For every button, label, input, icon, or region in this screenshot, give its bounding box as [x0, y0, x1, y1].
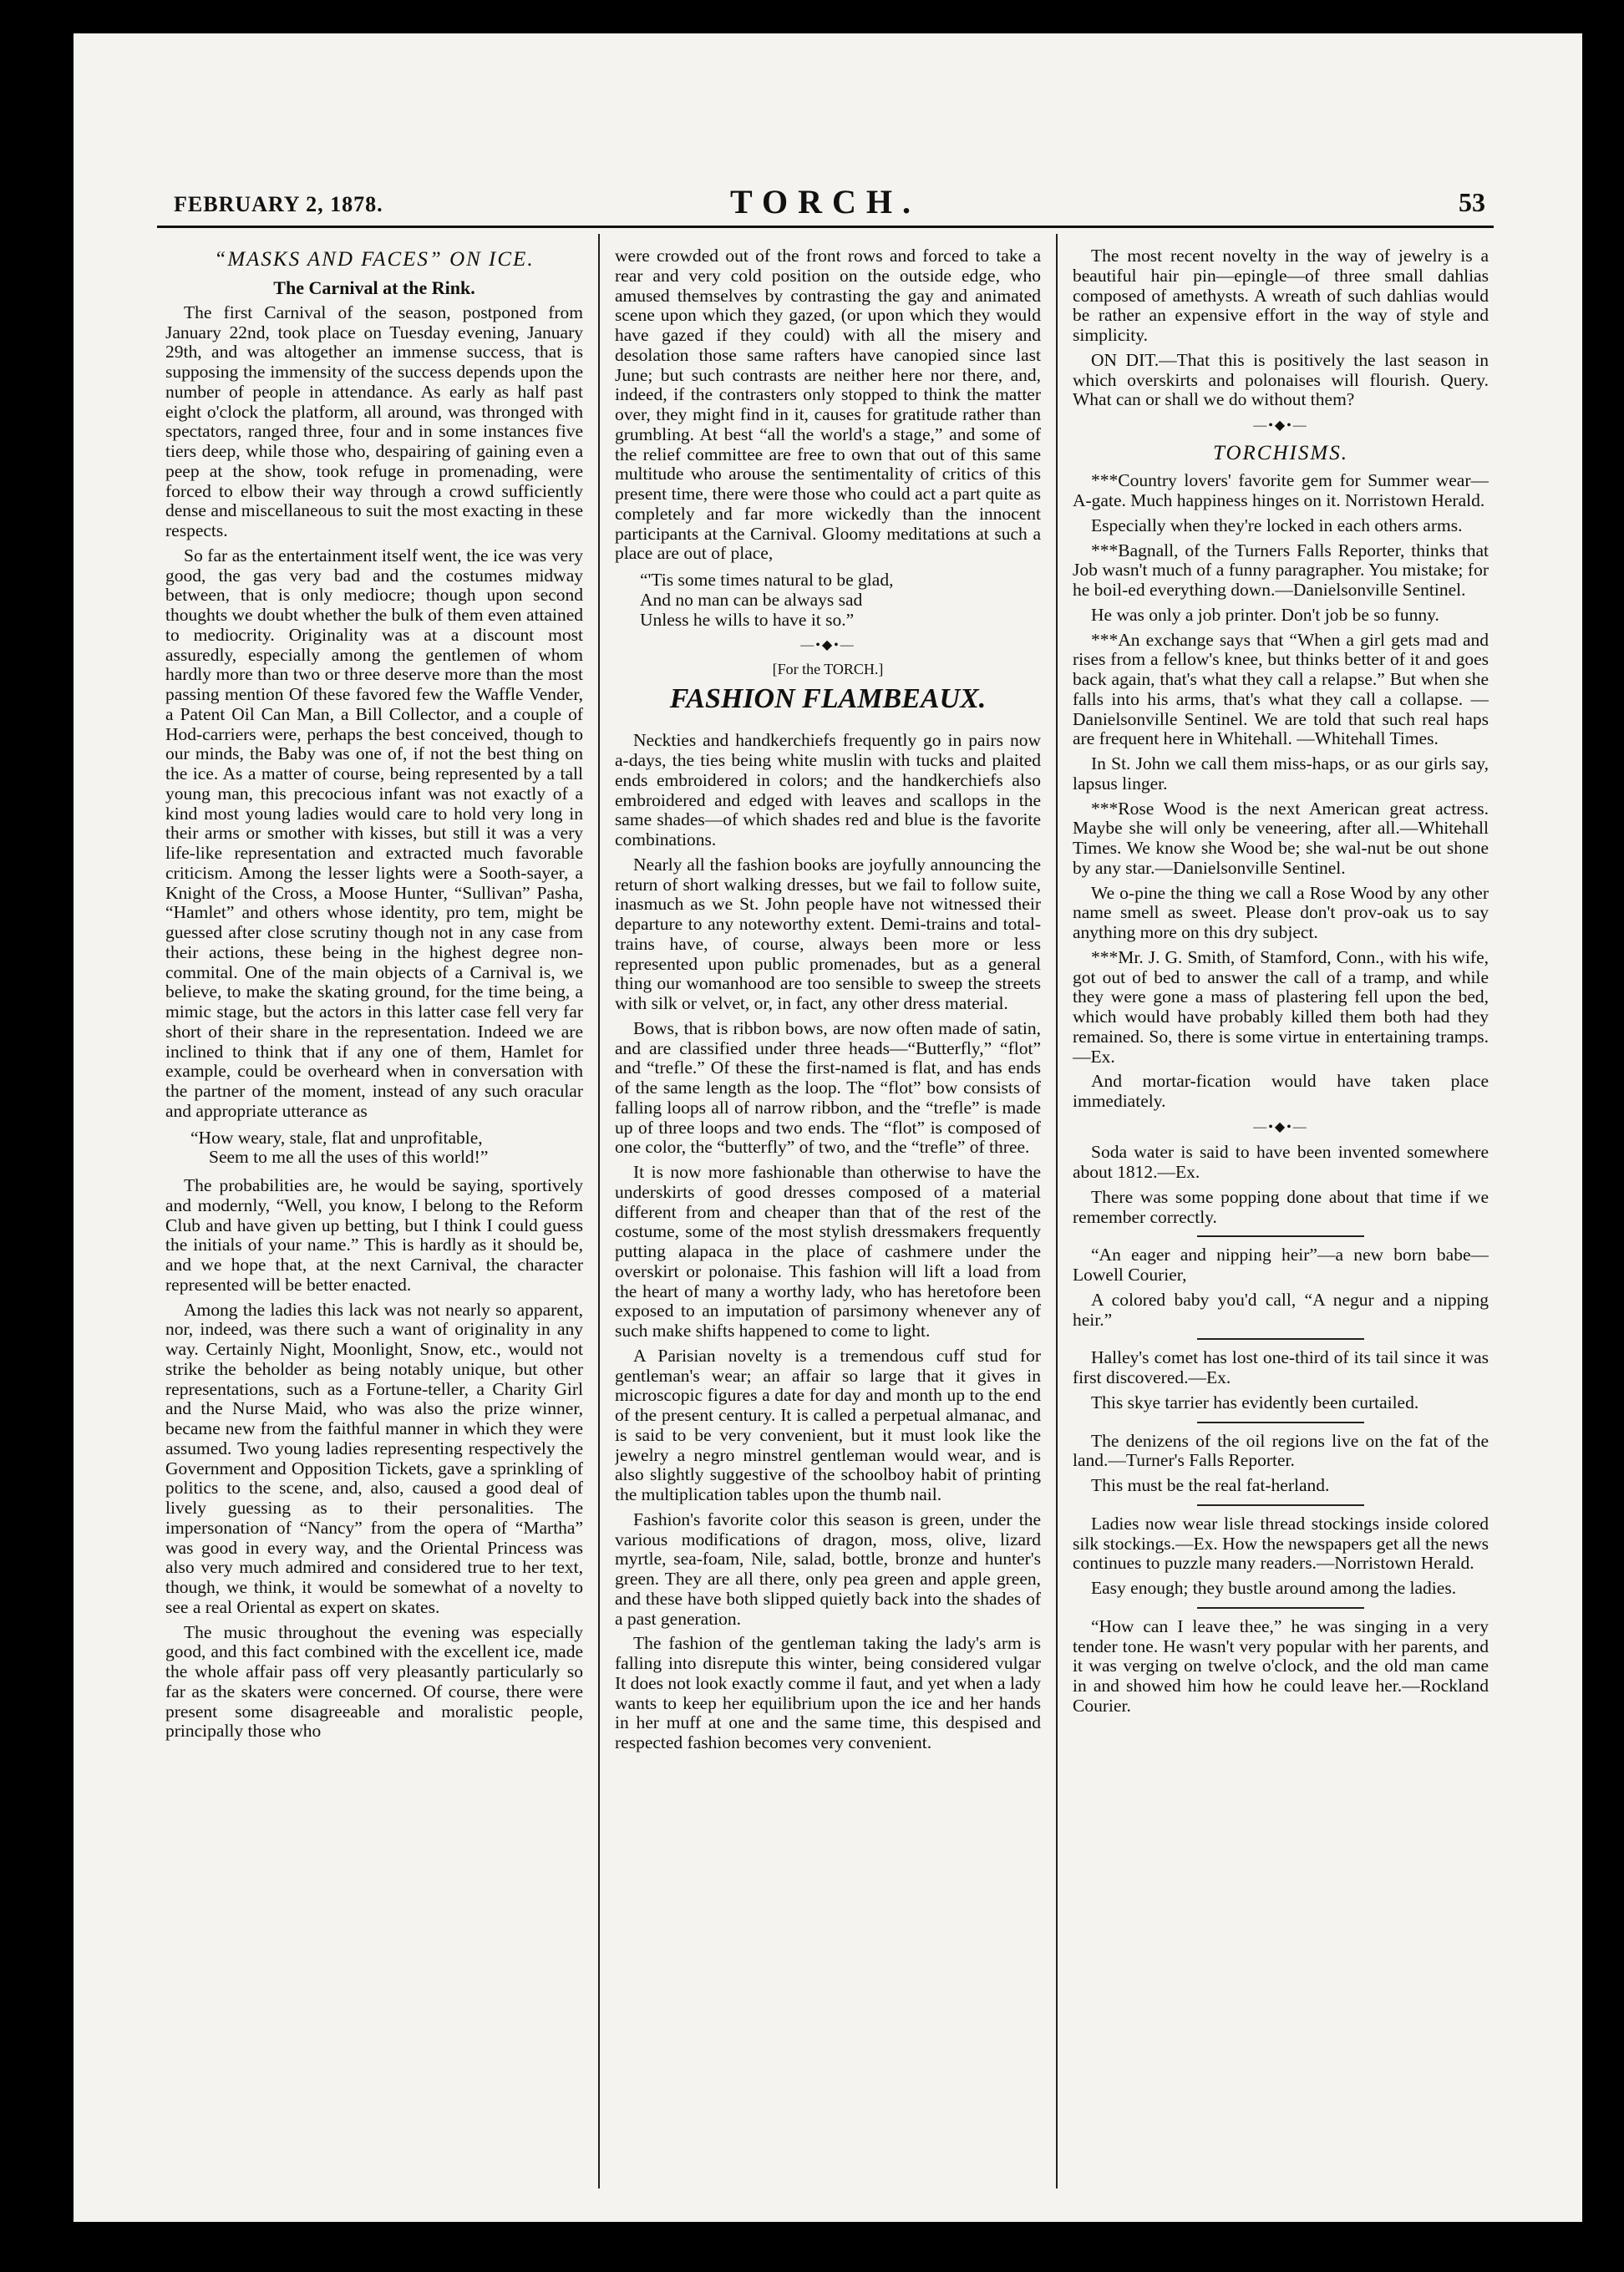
paragraph: It is now more fashionable than otherwise to have the underskirts of good dresses composed of a material different from and cheaper than that of the rest of the costume, some of the most stylish dressmakers frequently putting alapaca in the place of cashmere under the overskirt or polonaise. This fashion will lift a load from the heart of many a worthy lady, who has heretofore been exposed to an imputation of parsimony whenever any of such make shifts happened to come to light.: [615, 1162, 1041, 1341]
newspaper-page: [74, 33, 1582, 2222]
column-3: [1073, 246, 1489, 2184]
verse-line: Unless he wills to have it so.”: [640, 609, 855, 630]
paragraph: ***Country lovers' favorite gem for Summer wear—A-gate. Much happiness hinges on it. Norristown Herald.: [1073, 470, 1489, 511]
page-content: [157, 175, 1494, 2197]
paragraph: Neckties and handkerchiefs frequently go in pairs now a-days, the ties being white muslin with tucks and plaited ends embroidered in colors; and the handkerchiefs also embroidered and edged with leaves and scallops in the same shades—of which shades red and blue is the favorite combinations.: [615, 730, 1041, 850]
paragraph: ***An exchange says that “When a girl gets mad and rises from a fellow's knee, but thinks better of it and goes back again, that's what they call a relapse.” But when she falls into his arms, that's what they call a collapse. —Danielsonville Sentinel. We are told that such real haps are frequent here in Whitehall. —Whitehall Times.: [1073, 629, 1489, 749]
paragraph: Especially when they're locked in each others arms.: [1091, 515, 1463, 535]
paragraph: ***Rose Wood is the next American great actress. Maybe she will only be veneering, after all.—Whitehall Times. We know she Wood be; she wal-nut be out shone by any star.—Danielsonville Sentinel.: [1073, 798, 1489, 878]
quotation: [640, 571, 1041, 630]
quotation: [190, 1128, 583, 1169]
paragraph: “How can I leave thee,” he was singing in a very tender tone. He wasn't very popular with her parents, and it was verging on twelve o'clock, and the old man came in and showed him how he could leave her.—Rockland Courier.: [1073, 1615, 1489, 1716]
paragraph: Nearly all the fashion books are joyfully announcing the return of short walking dresses, but we fail to follow suite, inasmuch as we St. John people have not witnessed their departure to any noteworthy extent. Demi-trains and total-trains have, of course, always been more or less represented upon public promenades, but as a general thing our womanhood are too sensible to sweep the streets with silk or velvet, or, in fact, any other dress material.: [615, 854, 1041, 1014]
paragraph: The probabilities are, he would be saying, sportively and modernly, “Well, you know, I belong to the Reform Club and have given up betting, but I think I could guess the initials of your name.” This is hardly as it should be, and we hope that, at the next Carnival, the character represented will be better enacted.: [165, 1175, 583, 1295]
paragraph: And mortar-fication would have taken place immediately.: [1073, 1071, 1489, 1112]
paragraph: This must be the real fat-herland.: [1091, 1475, 1330, 1496]
short-rule: [1197, 1607, 1363, 1609]
ornament-divider: —•◆•—: [800, 638, 855, 653]
short-rule: [1197, 1235, 1363, 1237]
page-number: 53: [1459, 187, 1485, 217]
verse-line: Seem to me all the uses of this world!”: [209, 1147, 489, 1168]
paragraph: This skye tarrier has evidently been curtailed.: [1091, 1392, 1419, 1412]
paragraph: There was some popping done about that time if we remember correctly.: [1073, 1186, 1489, 1227]
byline: [For the TORCH.]: [772, 660, 884, 677]
paragraph: The denizens of the oil regions live on the fat of the land.—Turner's Falls Reporter.: [1073, 1430, 1489, 1471]
ornament-divider: —•◆•—: [1253, 1119, 1308, 1134]
paragraph: A colored baby you'd call, “A negur and a nipping heir.”: [1073, 1289, 1489, 1330]
paragraph: ***Mr. J. G. Smith, of Stamford, Conn., with his wife, got out of bed to answer the call of a tramp, and while they were gone a mass of plastering fell upon the bed, which would have probably killed them both had they remained. So, there is some virtue in entertaining tramps. —Ex.: [1073, 946, 1489, 1067]
article-subheading: The Carnival at the Rink.: [273, 276, 475, 298]
page-header: [157, 175, 1494, 228]
verse-line: “'Tis some times natural to be glad,: [640, 570, 894, 590]
paragraph: Easy enough; they bustle around among the ladies.: [1091, 1578, 1457, 1599]
paragraph: The fashion of the gentleman taking the lady's arm is falling into disrepute this winter, being considered vulgar It does not look exactly comme il faut, and yet when a lady wants to keep her equilibrium upon the ice and her hands in her muff at one and the same time, this despised and respected fashion becomes very convenient.: [615, 1633, 1041, 1753]
paragraph: Bows, that is ribbon bows, are now often made of satin, and are classified under three heads—“Butterfly,” “flot” and “trefle.” Of these the first-named is flat, and has ends of the same length as the loop. The “flot” bow consists of falling loops all of narrow ribbon, and the “trefle” is made up of three loops and two ends. The “flot” is composed of one color, the “butterfly” of two, and the “trefle” of three.: [615, 1017, 1041, 1158]
paragraph: Among the ladies this lack was not nearly so apparent, nor, indeed, was there such a want of originality in any way. Certainly Night, Moonlight, Snow, etc., would not strike the beholder as being notably unique, but other representations, such as a Fortune-teller, a Charity Girl and the Nurse Maid, who was also the prize winner, became new from the faithful manner in which they were assumed. Two young ladies representing respectively the Government and Opposition Tickets, gave a sprinkling of politics to the scene, and, also, caused a good deal of lively guessing as to their personalities. The impersonation of “Nancy” from the opera of “Martha” was good in every way, and the Oriental Princess was also very much admired and considered true to her text, though, we think, it would be somewhat of a novelty to see a real Oriental as expert on skates.: [165, 1299, 583, 1617]
article-heading: FASHION FLAMBEAUX.: [669, 682, 987, 714]
paragraph: were crowded out of the front rows and forced to take a rear and very cold position on the outside edge, who amused themselves by contrasting the gay and animated scene upon which they gazed, (or upon which they would have gazed if they could) with all the misery and desolation those same rafters have canopied since last June; but such contrasts are neither here nor there, and, indeed, if the contrasters only stopped to think the matter over, they might find in it, causes for gratitude rather than grumbling. At best “all the world's a stage,” and some of the relief committee are free to own that out of this same multitude who arouse the sentimentality of critics of this present time, there were those who could act a part quite as completely and far more wickedly than the innocent participants at the Carnival. Gloomy meditations at such a place are out of place,: [615, 246, 1041, 564]
section-heading: TORCHISMS.: [1213, 441, 1348, 464]
paragraph: We o-pine the thing we call a Rose Wood by any other name smell as sweet. Please don't prov-oak us to say anything more on this dry subject.: [1073, 882, 1489, 943]
paragraph: ON DIT.—That this is positively the last season in which overskirts and polonaises will flourish. Query. What can or shall we do without them?: [1073, 349, 1489, 410]
paragraph: Fashion's favorite color this season is green, under the various modifications of dragon, moss, olive, lizard myrtle, sea-foam, Nile, salad, bottle, bronze and hunter's green. They are all there, only pea green and apple green, and these have both slipped quietly back into the shades of a past generation.: [615, 1509, 1041, 1629]
paragraph: Ladies now wear lisle thread stockings inside colored silk stockings.—Ex. How the newspapers get all the news continues to puzzle many readers.—Norristown Herald.: [1073, 1513, 1489, 1574]
paragraph: The first Carnival of the season, postponed from January 22nd, took place on Tuesday evening, January 29th, and was altogether an immense success, that is supposing the immensity of the success depends upon the number of people in attendance. As early as half past eight o'clock the platform, all around, was thronged with spectators, ranged three, four and in some instances five tiers deep, while those who, despairing of gaining even a peep at the show, took refuge in promenading, were forced to elbow their way through a crowd sufficiently dense and miscellaneous to suit the most exacting in these respects.: [165, 302, 583, 541]
paragraph: Halley's comet has lost one-third of its tail since it was first discovered.—Ex.: [1073, 1347, 1489, 1388]
paragraph: A Parisian novelty is a tremendous cuff stud for gentleman's wear; an affair so large that it gives in microscopic figures a date for day and month up to the end of the present century. It is called a perpetual almanac, and is said to be very convenient, but it must look like the jewelry a negro minstrel gentleman would wear, and is also slightly suggestive of the schoolboy habit of printing the multiplication tables upon the thumb nail.: [615, 1345, 1041, 1505]
paragraph: The most recent novelty in the way of jewelry is a beautiful hair pin—epingle—of three small dahlias composed of amethysts. A wreath of such dahlias would be rather an expensive effort in the way of style and simplicity.: [1073, 246, 1489, 345]
paragraph: Soda water is said to have been invented somewhere about 1812.—Ex.: [1073, 1142, 1489, 1183]
newspaper-title: TORCH.: [730, 183, 921, 221]
column-rule: [598, 234, 600, 2188]
ornament-divider: —•◆•—: [1253, 418, 1308, 433]
short-rule: [1197, 1422, 1363, 1423]
verse-line: And no man can be always sad: [640, 589, 863, 610]
short-rule: [1197, 1504, 1363, 1506]
paragraph: The music throughout the evening was especially good, and this fact combined with the excellent ice, made the whole affair pass off very pleasantly particularly so far as the skaters were concerned. Of course, there were present some disagreeable and moralistic people, principally those who: [165, 1621, 583, 1742]
column-2: [615, 246, 1041, 2184]
article-heading: “MASKS AND FACES” ON ICE.: [214, 248, 535, 271]
column-1: [165, 246, 583, 2184]
paragraph: He was only a job printer. Don't job be so funny.: [1091, 604, 1439, 625]
paragraph: So far as the entertainment itself went, the ice was very good, the gas very bad and the costumes midway between, that is only mediocre; though upon second thoughts we doubt whether the bulk of them even attained to mediocrity. Originality was at a discount most assuredly, especially among the gentlemen of whom hardly more than two or three deserve more than the most passing mention Of these favored few the Waffle Vender, a Patent Oil Can Man, a Bill Collector, and a couple of Hod-carriers were, perhaps the best conceived, though to our minds, the Baby was one of, if not the best thing on the ice. As a matter of course, being represented by a tall young man, this precocious infant was not exactly of a kind most young ladies would care to hold very long in their arms or smother with kisses, but still it was a very life-like representation and extracted much favorable criticism. Among the lesser lights were a Sooth-sayer, a Knight of the Cross, a Moose Hunter, “Sullivan” Pasha, “Hamlet” and others whose identity, pro tem, might be guessed after close scrutiny though not in any case from their actions, these being in the highest degree non-commital. One of the main objects of a Carnival is, we believe, to make the skating ground, for the time being, a mimic stage, but the actors in this latter case fell very far short of their share in the representation. Indeed we are inclined to think that if any one of them, Hamlet for example, could be overheard when in conversation with the partner of the moment, instead of any such oracular and appropriate utterance as: [165, 545, 583, 1121]
paragraph: “An eager and nipping heir”—a new born babe—Lowell Courier,: [1073, 1245, 1489, 1286]
column-rule: [1056, 234, 1058, 2188]
paragraph: In St. John we call them miss-haps, or as our girls say, lapsus linger.: [1073, 753, 1489, 794]
verse-line: “How weary, stale, flat and unprofitable,: [190, 1127, 483, 1148]
issue-date: FEBRUARY 2, 1878.: [174, 192, 383, 216]
short-rule: [1197, 1338, 1363, 1340]
paragraph: ***Bagnall, of the Turners Falls Reporter, thinks that Job wasn't much of a funny paragrapher. You mistake; for he boil-ed everything down.—Danielsonville Sentinel.: [1073, 540, 1489, 601]
